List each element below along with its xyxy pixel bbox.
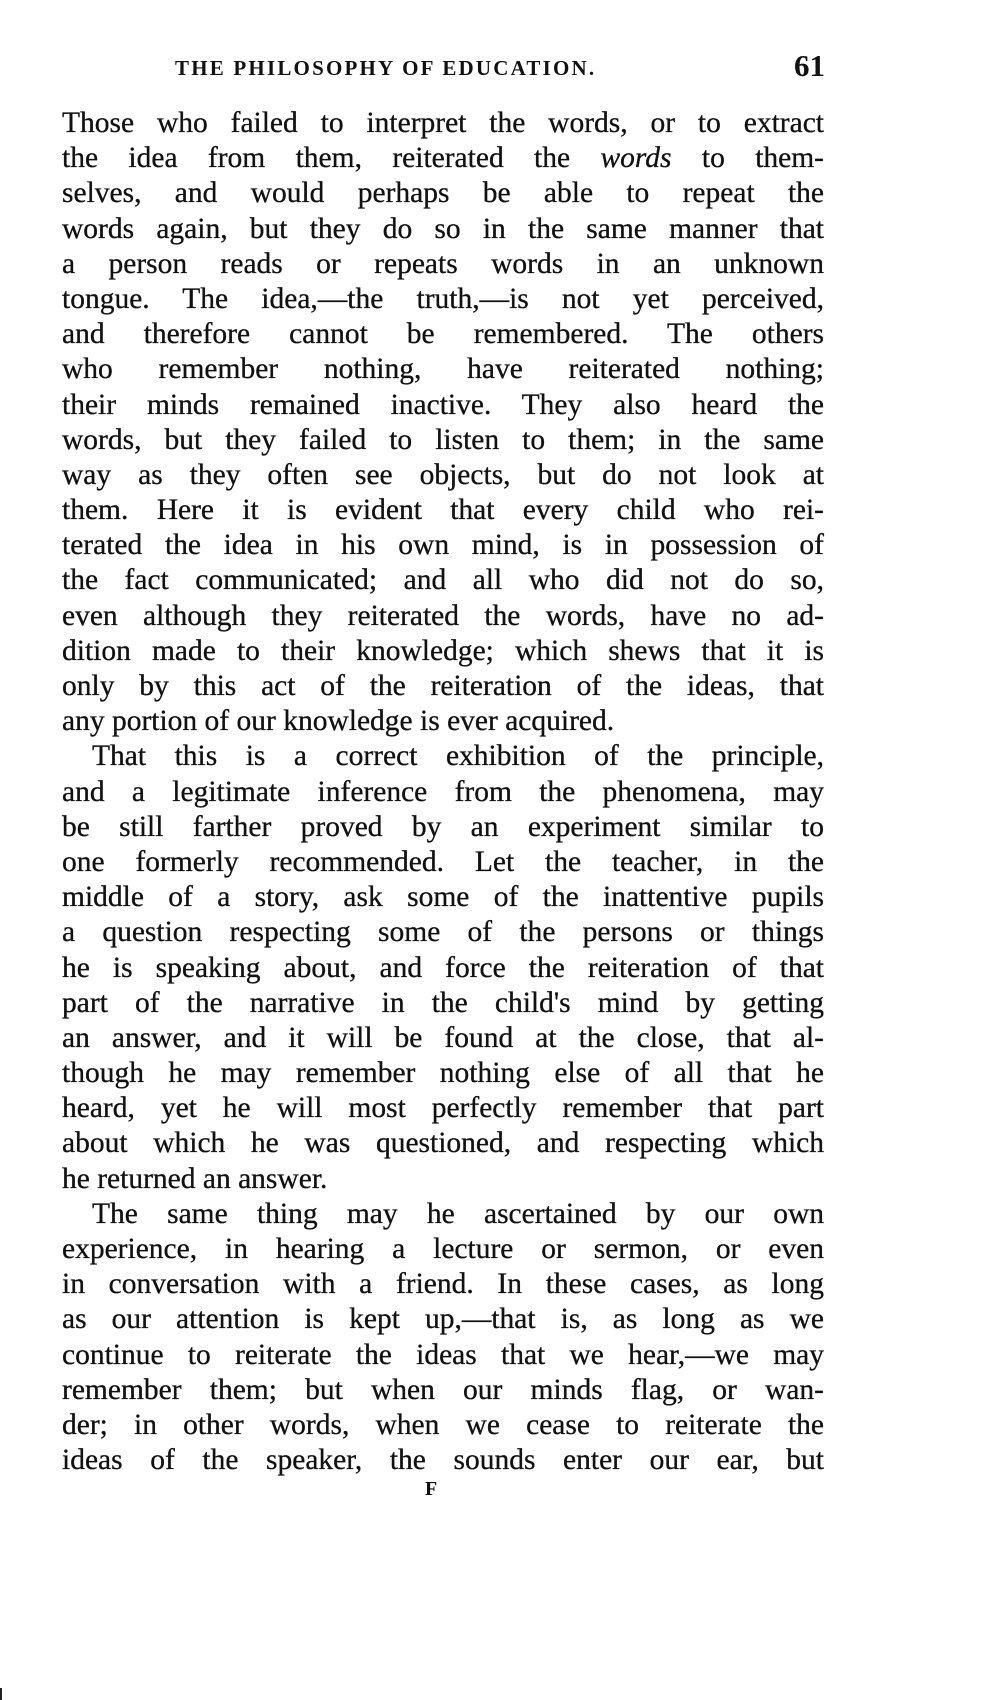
text-line: and therefore cannot be remembered. The others — [62, 318, 824, 351]
text-line: That this is a correct exhibition of the principle, — [92, 740, 824, 773]
text-line: he returned an answer. — [62, 1162, 328, 1195]
text-line — [62, 141, 824, 176]
text-line: part of the narrative in the child's mind by getting — [62, 986, 824, 1019]
body-text — [62, 106, 824, 1478]
text-line: words again, but they do so in the same manner that — [62, 212, 824, 245]
text-line: middle of a story, ask some of the inattentive pupils — [62, 881, 824, 914]
scan-edge-mark — [0, 1688, 2, 1700]
text-line: them. Here it is evident that every child who rei- — [62, 494, 824, 527]
text-line: der; in other words, when we cease to reiterate the — [62, 1408, 824, 1441]
text-line: dition made to their knowledge; which shews that it is — [62, 634, 824, 667]
text-line: Those who failed to interpret the words, or to extract — [62, 107, 824, 139]
text-line: the fact communicated; and all who did not do so, — [62, 564, 824, 597]
paragraph — [62, 106, 824, 739]
paragraph — [62, 739, 824, 1196]
signature-mark: F — [425, 1478, 438, 1500]
text-line: be still farther proved by an experiment similar to — [62, 810, 824, 843]
text-line: their minds remained inactive. They also heard the — [62, 388, 824, 421]
running-header — [175, 48, 825, 88]
text-line: way as they often see objects, but do not look at — [62, 458, 824, 491]
text-line: though he may remember nothing else of all that he — [62, 1057, 824, 1090]
text-line: even although they reiterated the words, have no ad- — [62, 599, 824, 632]
text-segment: to them- — [671, 142, 824, 175]
text-line: continue to reiterate the ideas that we hear,—we may — [62, 1338, 824, 1371]
text-line: an answer, and it will be found at the close, that al- — [62, 1021, 824, 1054]
text-line: ideas of the speaker, the sounds enter our ear, but — [62, 1444, 824, 1477]
text-line: only by this act of the reiteration of the ideas, that — [62, 670, 824, 702]
text-line: selves, and would perhaps be able to repeat the — [62, 177, 824, 210]
text-line: heard, yet he will most perfectly remember that part — [62, 1092, 824, 1125]
text-line: in conversation with a friend. In these cases, as long — [62, 1268, 824, 1301]
italic-word: words — [600, 142, 672, 175]
page-number: 61 — [794, 48, 825, 83]
text-line: one formerly recommended. Let the teacher, in the — [62, 845, 824, 878]
text-line: experience, in hearing a lecture or sermon, or even — [62, 1233, 824, 1265]
text-line: a person reads or repeats words in an unknown — [62, 247, 824, 280]
text-line: about which he was questioned, and respecting which — [62, 1127, 824, 1160]
text-line: The same thing may he ascertained by our own — [92, 1197, 824, 1230]
text-line: and a legitimate inference from the phenomena, may — [62, 775, 824, 808]
running-title: THE PHILOSOPHY OF EDUCATION. — [175, 56, 597, 80]
text-line: tongue. The idea,—the truth,—is not yet perceived, — [62, 282, 824, 315]
text-line: a question respecting some of the persons or things — [62, 916, 824, 949]
text-line: remember them; but when our minds flag, or wan- — [62, 1373, 824, 1406]
text-line: any portion of our knowledge is ever acquired. — [62, 705, 615, 738]
paragraph — [62, 1197, 824, 1479]
text-segment: the idea from them, reiterated the — [62, 142, 601, 175]
text-line: words, but they failed to listen to them; in the same — [62, 423, 824, 456]
text-line: he is speaking about, and force the reiteration of that — [62, 951, 824, 984]
text-line: as our attention is kept up,—that is, as long as we — [62, 1303, 824, 1336]
text-line: who remember nothing, have reiterated nothing; — [62, 353, 824, 386]
text-line: terated the idea in his own mind, is in possession of — [62, 529, 824, 562]
